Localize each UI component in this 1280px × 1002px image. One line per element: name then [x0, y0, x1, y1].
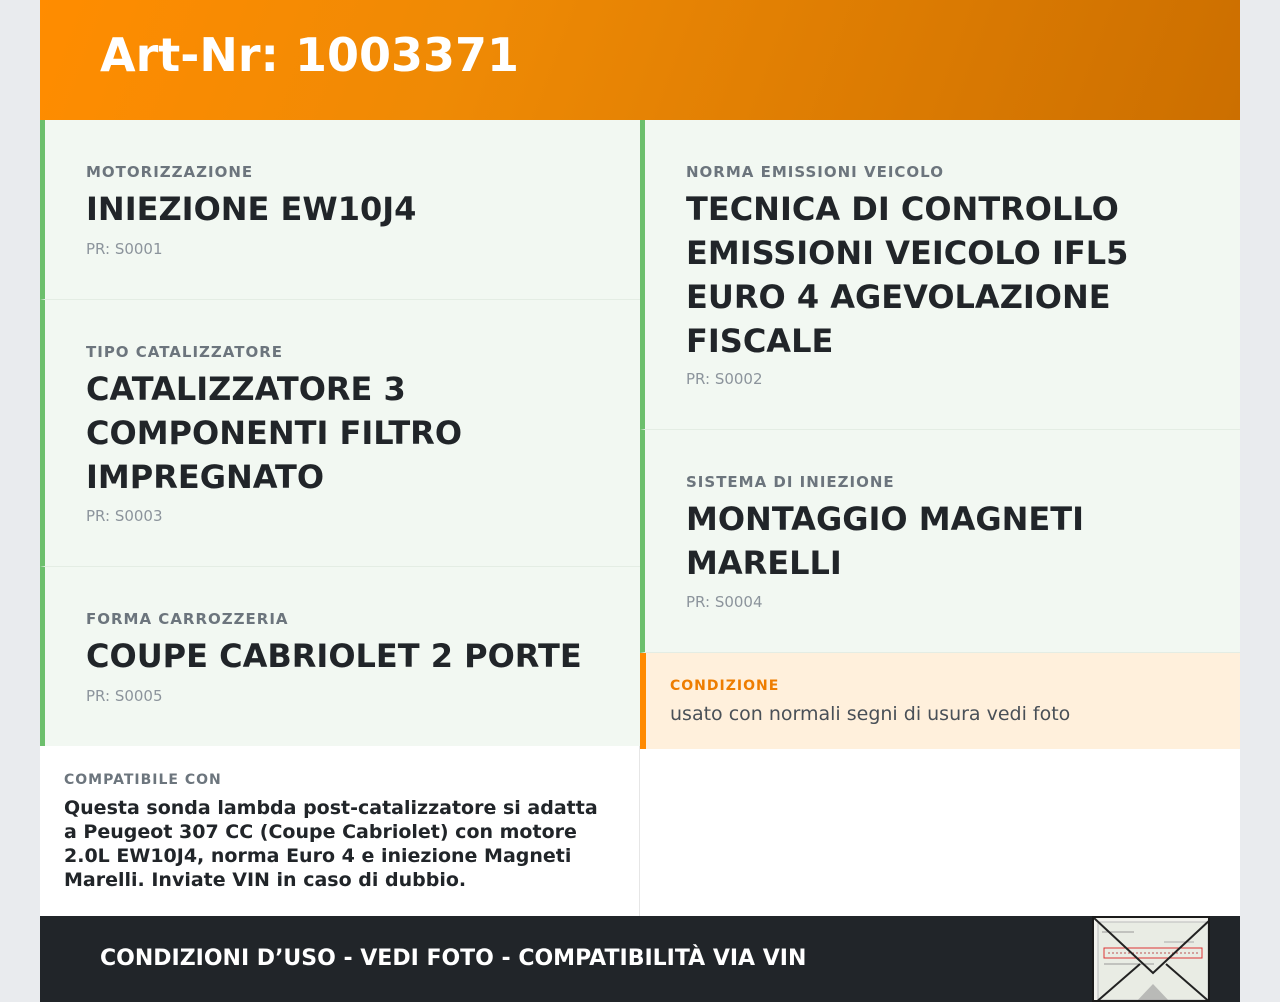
- spec-label: NORMA EMISSIONI VEICOLO: [686, 163, 944, 181]
- product-sheet: [40, 0, 1240, 1002]
- document-photo-icon: [1094, 918, 1210, 1002]
- spec-value: COUPE CABRIOLET 2 PORTE: [86, 637, 582, 675]
- spec-code: PR: S0001: [86, 240, 163, 258]
- spec-code: PR: S0002: [686, 370, 763, 388]
- spec-label: SISTEMA DI INIEZIONE: [686, 473, 895, 491]
- spec-value: INIEZIONE EW10J4: [86, 190, 417, 228]
- spec-value: TECNICA DI CONTROLLO EMISSIONI VEICOLO IFL5 EURO 4 AGEVOLAZIONE FISCALE: [686, 190, 1129, 360]
- condition-box: [640, 653, 1240, 749]
- spec-code: PR: S0004: [686, 593, 763, 611]
- spec-code: PR: S0003: [86, 507, 163, 525]
- spec-value: CATALIZZATORE 3 COMPONENTI FILTRO IMPREGNATO: [86, 370, 463, 496]
- spec-code: PR: S0005: [86, 687, 163, 705]
- spec-label: FORMA CARROZZERIA: [86, 610, 289, 628]
- spec-value: MONTAGGIO MAGNETI MARELLI: [686, 500, 1084, 582]
- spec-card-sistema-iniezione: [640, 430, 1240, 653]
- document-photo-thumbnail[interactable]: [1092, 916, 1210, 1002]
- header-bar: [40, 0, 1240, 120]
- condition-label: CONDIZIONE: [670, 678, 780, 694]
- spec-label: MOTORIZZAZIONE: [86, 163, 254, 181]
- compatibility-box: [40, 746, 640, 916]
- article-number-title: Art-Nr: 1003371: [100, 28, 520, 82]
- spec-card-forma-carrozzeria: [40, 567, 640, 747]
- footer-text: CONDIZIONI D’USO - VEDI FOTO - COMPATIBILITÀ VIA VIN: [100, 946, 807, 971]
- footer-bar: [40, 916, 1240, 1002]
- spec-label: TIPO CATALIZZATORE: [86, 343, 284, 361]
- spec-card-tipo-catalizzatore: [40, 300, 640, 567]
- compatibility-text: Questa sonda lambda post-catalizzatore si adatta a Peugeot 307 CC (Coupe Cabriolet) con motore 2.0L EW10J4, norma Euro 4 e iniezione Magneti Marelli. Inviate VIN in caso di dubbio.: [64, 797, 598, 891]
- compatibility-label: COMPATIBILE CON: [64, 772, 222, 788]
- spec-card-norma-emissioni: [640, 120, 1240, 430]
- condition-text: usato con normali segni di usura vedi foto: [670, 703, 1071, 725]
- spec-card-motorizzazione: [40, 120, 640, 300]
